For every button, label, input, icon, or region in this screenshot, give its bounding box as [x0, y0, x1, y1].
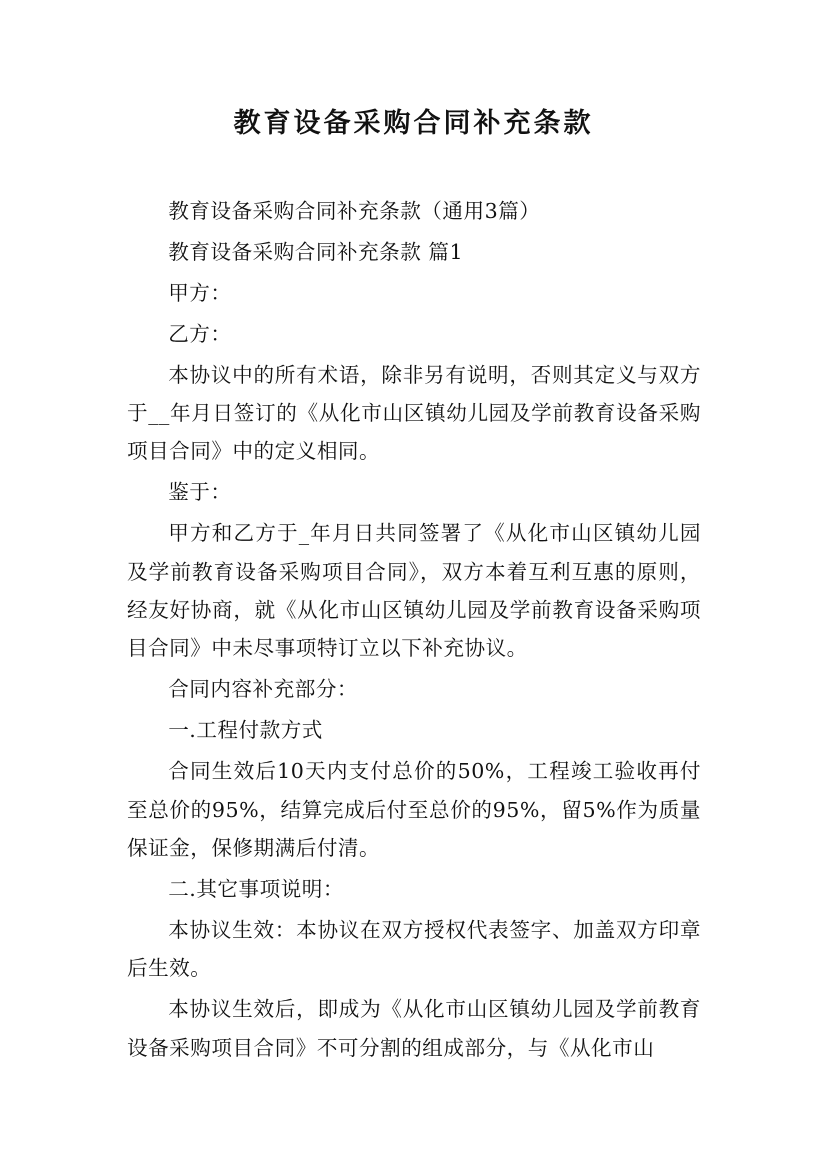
- paragraph-supplement-heading: 合同内容补充部分：: [168, 677, 359, 702]
- paragraph-party-a: 甲方：: [168, 280, 232, 305]
- paragraph-terms-definition: 本协议中的所有术语，除非另有说明，否则其定义与双方于__年月日签订的《从化市山区镇幼儿园及学前教育设备采购项目合同》中的定义相同。: [127, 362, 701, 464]
- paragraph-recital: 甲方和乙方于_年月日共同签署了《从化市山区镇幼儿园及学前教育设备采购项目合同》，双方本着互利互惠的原则，经友好协商，就《从化市山区镇幼儿园及学前教育设备采购项目合同》中未尽事项特订立以下补充协议。: [127, 521, 701, 661]
- paragraph-section-other: 二.其它事项说明：: [168, 876, 344, 901]
- paragraph-party-b: 乙方：: [168, 321, 232, 346]
- document-body: [127, 192, 701, 1069]
- paragraph-heading-collection: 教育设备采购合同补充条款（通用3篇）: [168, 199, 541, 223]
- paragraph-integral-part: 本协议生效后，即成为《从化市山区镇幼儿园及学前教育设备采购项目合同》不可分割的组成部分，与《从化市山: [127, 997, 701, 1060]
- paragraph-effectiveness: 本协议生效：本协议在双方授权代表签字、加盖双方印章后生效。: [127, 917, 701, 981]
- paragraph-payment-terms: 合同生效后10天内支付总价的50%，工程竣工验收再付至总价的95%，结算完成后付至总价的95%，留5%作为质量保证金，保修期满后付清。: [127, 759, 701, 860]
- paragraph-section-payment: 一.工程付款方式: [168, 718, 323, 743]
- document-title: 教育设备采购合同补充条款: [233, 108, 594, 139]
- paragraph-heading-part-1: 教育设备采购合同补充条款 篇1: [168, 239, 464, 264]
- paragraph-whereas: 鉴于：: [168, 480, 232, 505]
